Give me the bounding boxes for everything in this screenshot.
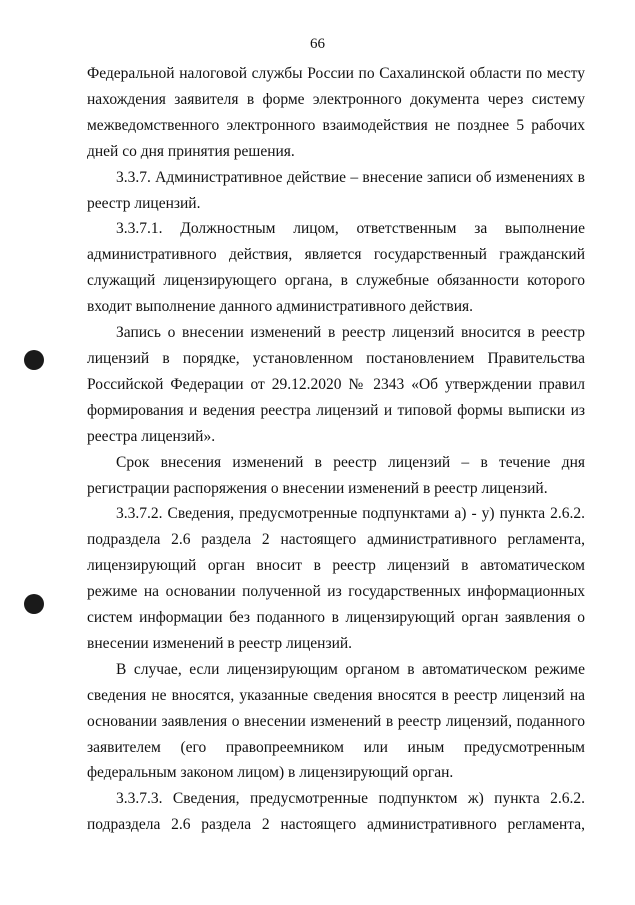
- paragraph-manual-entry: В случае, если лицензирующим органом в автоматическом режиме сведения не вносятся, указанные сведения вносятся в реестр лицензий на основании заявления о внесении изменений в реестр лицензий, поданного заявителем (его правопреемником или иным предусмотренным федеральным законом лицом) в лицензирующий орган.: [87, 660, 585, 782]
- paragraph-deadline: Срок внесения изменений в реестр лицензий – в течение дня регистрации распоряжения о внесении изменений в реестр лицензий.: [87, 453, 585, 497]
- paragraph-3-3-7-3: 3.3.7.3. Сведения, предусмотренные подпунктом ж) пункта 2.6.2. подраздела 2.6 раздела 2 настоящего административного регламента,: [87, 790, 585, 834]
- page-number: 66: [310, 36, 325, 52]
- paragraph-3-3-7-2: 3.3.7.2. Сведения, предусмотренные подпунктами а) - у) пункта 2.6.2. подраздела 2.6 раздела 2 настоящего административного регламента, лицензирующий орган вносит в реестр лицензий в автоматическом режиме на основании полученной из государственных информационных систем информации без поданного в лицензирующий орган заявления о внесении изменений в реестр лицензий.: [87, 505, 585, 652]
- paragraph-registry-record: Запись о внесении изменений в реестр лицензий вносится в реестр лицензий в порядке, установленном постановлением Правительства Российской Федерации от 29.12.2020 № 2343 «Об утверждении правил формирования и ведения реестра лицензий и типовой формы выписки из реестра лицензий».: [87, 324, 585, 445]
- paragraph-3-3-7-1: 3.3.7.1. Должностным лицом, ответственным за выполнение административного действия, является государственный гражданский служащий лицензирующего органа, в служебные обязанности которого входит выполнение данного административного действия.: [87, 220, 585, 316]
- document-body: [87, 61, 585, 838]
- punch-hole: [24, 594, 44, 614]
- paragraph-3-3-7: 3.3.7. Административное действие – внесение записи об изменениях в реестр лицензий.: [87, 168, 585, 212]
- punch-hole: [24, 350, 44, 370]
- paragraph-continuation: Федеральной налоговой службы России по Сахалинской области по месту нахождения заявителя в форме электронного документа через систему межведомственного электронного взаимодействия не позднее 5 рабочих дней со дня принятия решения.: [87, 65, 585, 160]
